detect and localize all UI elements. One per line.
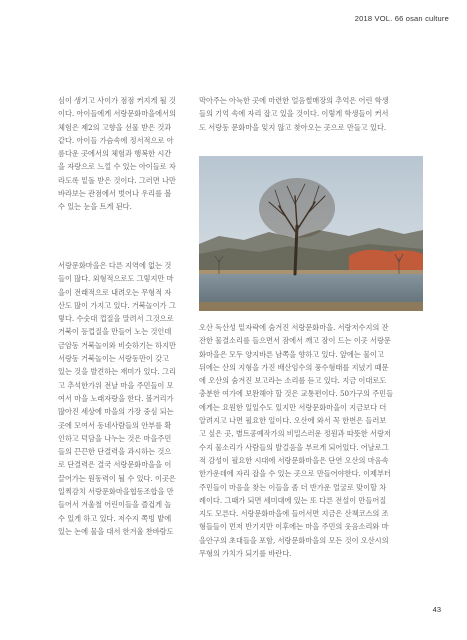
text-line: 같다. 아이들 가슴속에 정서적으로 아 xyxy=(58,135,174,145)
text-line: 무형의 가치가 되기를 바란다. xyxy=(199,549,292,559)
text-line: 수 있는 눈을 트게 된다. xyxy=(58,202,132,212)
text-line: 들어서 겨울철 어린이들을 즐겁게 놀 xyxy=(58,500,172,510)
text-line: 이다. 아이들에게 서랑문화마을에서의 xyxy=(58,109,176,119)
text-line: 여서 마을 노래자랑을 한다. 볼거리가 xyxy=(58,393,174,403)
text-line: 화마을은 모두 양지바른 남쪽을 향하고 있다. 앞에는 물이고 xyxy=(199,349,384,359)
text-line: 렇다. 수숫대 껍질을 말려서 그것으로 xyxy=(58,314,174,324)
text-line: 거북이 등껍질을 만들어 노는 것인데 xyxy=(58,327,172,337)
text-line: 끌어가는 원동력이 될 수 있다. 이곳은 xyxy=(58,473,176,483)
text-line: 산도 많이 가지고 있다. 거북놀이가 그 xyxy=(58,300,176,310)
text-line: 알려지고 나면 필요한 일이다. 오산에 와서 꼭 한번은 들러보 xyxy=(199,416,387,426)
text-line: 심이 생기고 사이가 점점 커지게 될 것 xyxy=(58,96,176,105)
text-line: 름다운 곳에서의 체험과 행복한 시간 xyxy=(58,149,172,159)
page-number: 43 xyxy=(432,605,441,614)
text-line: 오산 독산성 밑자락에 숨겨진 서랑문화마을. 서랑저수지의 잔 xyxy=(199,323,389,332)
header-title: 2018 VOL. 66 osan culture xyxy=(354,14,449,23)
text-line: 수지 물소리가 사람들의 발걸음을 부르게 되어있다. 어날로그 xyxy=(199,442,389,452)
text-line: 일찍감치 서랑문화마을협동조합을 만 xyxy=(58,487,174,497)
text-line: 바라보는 관점에서 벗어나 우리를 볼 xyxy=(58,189,172,199)
text-line: 들의 끈끈한 단결력을 과시하는 것으 xyxy=(58,447,172,457)
text-line: 주민들이 마음을 찾는 이들을 좀 더 반가운 얼굴로 맞이할 차 xyxy=(199,482,387,492)
text-line: 을안구의 초대들을 포함, 서랑문화마을의 모든 것이 오산시의 xyxy=(199,535,389,545)
text-line: 도 서랑동 문화마을 잊지 않고 찾아오는 곳으로 만들고 있다. xyxy=(199,122,387,132)
text-line: 막아주는 아늑한 곳에 마련한 얼음썰매장의 추억은 어린 학생 xyxy=(199,96,389,105)
text-line: 에 오산의 숨겨진 보고라는 소리를 듣고 있다. 지금 이대로도 xyxy=(199,376,387,386)
text-line: 많아진 세상에 마을의 가장 중심 되는 xyxy=(58,407,174,417)
text-line: 서랑동 거북놀이는 서랑동만이 갖고 xyxy=(58,354,170,364)
text-line: 례이다. 그때가 되면 세미대에 있는 또 다른 전설이 만들어질 xyxy=(199,495,387,505)
text-line: 라도록 밑돌 받은 것이다. 그러면 나만 xyxy=(58,175,176,185)
text-line: 체험은 제2의 고향을 선물 받은 것과 xyxy=(58,122,172,132)
text-line: 고 싶은 곳, 별트공예작가의 비밀스러운 정원과 따뜻한 서랑저 xyxy=(199,429,391,439)
text-line: 로 단결력은 결국 서랑문화마을을 이 xyxy=(58,460,172,470)
text-line: 적 감성이 필요한 시대에 서랑문화마을은 단연 오산의 마음속 xyxy=(199,455,389,465)
text-line: 곳에 모여서 동네사람들의 안부를 확 xyxy=(58,420,172,430)
text-line: 서랑문화마을은 다른 지역에 없는 것 xyxy=(58,261,172,270)
text-line: 한가운데에 자리 잡을 수 있는 곳으로 만들어야한다. 이제부터 xyxy=(199,469,391,479)
text-line: 수 있게 하고 있다. 저수지 쪽빙 밭에 xyxy=(58,513,172,523)
text-line: 고 추석한가위 전날 마을 주민들이 모 xyxy=(58,380,174,390)
left-column-bottom xyxy=(58,259,176,538)
text-line: 뒤에는 산의 지형을 가진 배산임수의 풍수형태를 지녔기 때문 xyxy=(199,362,389,372)
text-line: 들의 기억 속에 자리 잡고 있을 것이다. 이렇게 학생들이 커서 xyxy=(199,109,389,119)
text-line: 을 자랑으로 느낄 수 있는 아이들로 자 xyxy=(58,162,176,172)
text-line: 금암동 거북놀이와 비슷하기는 하지만 xyxy=(58,340,176,350)
right-column-bottom xyxy=(199,321,421,560)
text-line: 잔한 물결소리를 들으면서 잠에서 깨고 잠이 드는 이곳 서랑문 xyxy=(199,336,391,346)
text-line: 인하고 덕담을 나누는 것은 마을주민 xyxy=(58,433,172,443)
text-line: 있는 것을 발견하는 재미가 있다. 그리 xyxy=(58,367,176,377)
photo-illustration xyxy=(199,156,423,311)
text-line: 지도 모른다. 서랑문화마을에 들어서면 지금은 산책코스의 조 xyxy=(199,509,389,519)
text-line: 들이 많다. 외형적으로도 그렇지만 마 xyxy=(58,274,174,284)
text-line: 에게는 요원한 일일수도 있지만 서랑문화마을이 지금보다 더 xyxy=(199,402,387,412)
text-line: 을이 전래적으로 내려오는 무형적 자 xyxy=(58,287,172,297)
text-line: 형들들이 먼저 반기지만 이후에는 마을 주민의 웃음소리와 마 xyxy=(199,522,389,532)
text-line: 충분한 여가에 보완해야 할 것은 교통편이다. 50가구의 주민들 xyxy=(199,389,394,399)
text-line: 있는 논에 물을 대서 한겨울 찬바람도 xyxy=(58,526,174,536)
lakeside-tree-photo xyxy=(199,156,423,311)
right-column-top xyxy=(199,94,421,134)
left-column-top xyxy=(58,94,176,214)
